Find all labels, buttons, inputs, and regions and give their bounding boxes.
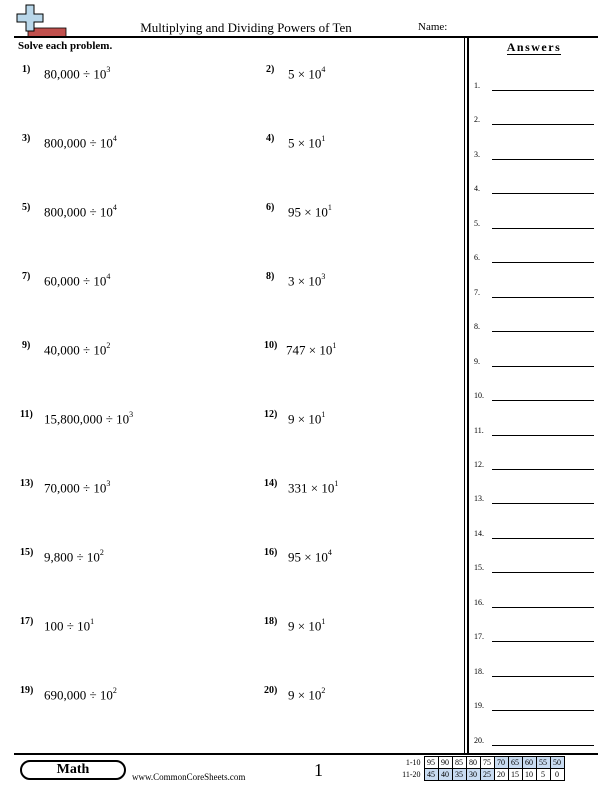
answer-line — [492, 503, 594, 504]
answer-blank[interactable] — [474, 701, 594, 713]
problem-number: 10) — [264, 340, 278, 351]
problem-number: 16) — [264, 547, 278, 558]
answers-heading: Answers — [506, 40, 562, 54]
problem-item — [20, 547, 240, 567]
problem-item — [20, 685, 240, 705]
answer-blank[interactable] — [474, 736, 594, 748]
score-cell: 85 — [452, 757, 466, 769]
answer-number: 19. — [474, 701, 484, 710]
problem-number: 7) — [22, 271, 31, 282]
answer-number: 12. — [474, 460, 484, 469]
problem-number: 19) — [20, 685, 34, 696]
bottom-divider — [14, 753, 598, 755]
answer-line — [492, 400, 594, 401]
problem-number: 15) — [20, 547, 34, 558]
problem-item — [22, 64, 242, 84]
answer-number: 7. — [474, 288, 480, 297]
score-cell: 20 — [494, 769, 508, 781]
problem-number: 2) — [266, 64, 275, 75]
problem-number: 8) — [266, 271, 275, 282]
problem-expression: $9 \times 10^1$ — [288, 617, 326, 634]
problem-number: 5) — [22, 202, 31, 213]
answer-number: 17. — [474, 632, 484, 641]
problem-expression: $80,000 \div 10^3$ — [44, 65, 111, 82]
answer-blank[interactable] — [474, 460, 594, 472]
subject-badge: Math — [20, 760, 126, 780]
answer-blank[interactable] — [474, 357, 594, 369]
problem-number: 3) — [22, 133, 31, 144]
problem-expression: $40,000 \div 10^2$ — [44, 341, 111, 358]
problem-item — [264, 478, 484, 498]
answer-line — [492, 745, 594, 746]
score-cell: 30 — [466, 769, 480, 781]
score-cell: 50 — [550, 757, 564, 769]
score-cell: 95 — [424, 757, 438, 769]
answer-line — [492, 159, 594, 160]
answer-blank[interactable] — [474, 494, 594, 506]
answer-line — [492, 607, 594, 608]
score-cell: 0 — [550, 769, 564, 781]
problem-number: 12) — [264, 409, 278, 420]
score-cell: 15 — [508, 769, 522, 781]
problem-item — [264, 409, 484, 429]
answer-blank[interactable] — [474, 184, 594, 196]
answer-number: 16. — [474, 598, 484, 607]
answer-line — [492, 331, 594, 332]
problem-expression: $747 \times 10^1$ — [286, 341, 337, 358]
answer-line — [492, 710, 594, 711]
problem-expression: $60,000 \div 10^4$ — [44, 272, 111, 289]
worksheet-title: Multiplying and Dividing Powers of Ten — [140, 20, 352, 35]
problem-item — [22, 133, 242, 153]
answer-line — [492, 469, 594, 470]
problem-item — [22, 202, 242, 222]
answer-line — [492, 90, 594, 91]
answer-line — [492, 193, 594, 194]
problem-number: 9) — [22, 340, 31, 351]
answer-number: 18. — [474, 667, 484, 676]
score-cell: 65 — [508, 757, 522, 769]
problem-number: 18) — [264, 616, 278, 627]
problem-expression: $9 \times 10^2$ — [288, 686, 326, 703]
problem-item — [20, 616, 240, 636]
score-cell: 5 — [536, 769, 550, 781]
score-row-label: 11-20 — [402, 770, 421, 779]
problem-expression: $331 \times 10^1$ — [288, 479, 339, 496]
problem-expression: $95 \times 10^4$ — [288, 548, 332, 565]
answer-blank[interactable] — [474, 288, 594, 300]
score-cell: 10 — [522, 769, 536, 781]
answer-number: 11. — [474, 426, 484, 435]
problem-expression: $800,000 \div 10^4$ — [44, 134, 117, 151]
score-row-label: 1-10 — [405, 758, 421, 767]
problem-item — [266, 64, 486, 84]
problem-expression: $9 \times 10^1$ — [288, 410, 326, 427]
answer-line — [492, 572, 594, 573]
problem-number: 17) — [20, 616, 34, 627]
answer-blank[interactable] — [474, 563, 594, 575]
answer-number: 5. — [474, 219, 480, 228]
problem-number: 11) — [20, 409, 33, 420]
page-number: 1 — [314, 760, 323, 780]
score-cell: 25 — [480, 769, 494, 781]
name-label: Name: — [418, 21, 448, 33]
score-cell: 80 — [466, 757, 480, 769]
answer-blank[interactable] — [474, 426, 594, 438]
problem-item — [264, 547, 484, 567]
answer-line — [492, 124, 594, 125]
answer-blank[interactable] — [474, 598, 594, 610]
problem-number: 14) — [264, 478, 278, 489]
answer-line — [492, 366, 594, 367]
problem-number: 13) — [20, 478, 34, 489]
website-link[interactable]: www.CommonCoreSheets.com — [132, 772, 246, 782]
answer-number: 14. — [474, 529, 484, 538]
answer-line — [492, 676, 594, 677]
top-divider — [14, 36, 598, 38]
score-cell: 35 — [452, 769, 466, 781]
answer-number: 3. — [474, 150, 480, 159]
answer-blank[interactable] — [474, 322, 594, 334]
score-row — [394, 757, 564, 769]
answer-blank[interactable] — [474, 115, 594, 127]
score-cell: 45 — [424, 769, 438, 781]
answer-number: 8. — [474, 322, 480, 331]
problem-expression: $95 \times 10^1$ — [288, 203, 332, 220]
score-row — [394, 769, 564, 781]
answer-number: 9. — [474, 357, 480, 366]
score-cell: 70 — [494, 757, 508, 769]
answer-blank[interactable] — [474, 253, 594, 265]
problem-item — [20, 409, 240, 429]
problem-expression: $800,000 \div 10^4$ — [44, 203, 117, 220]
problem-number: 4) — [266, 133, 275, 144]
problem-item — [20, 478, 240, 498]
instructions: Solve each problem. — [18, 40, 113, 52]
footer — [14, 756, 598, 786]
problem-expression: $9,800 \div 10^2$ — [44, 548, 104, 565]
score-cell: 90 — [438, 757, 452, 769]
score-cell: 55 — [536, 757, 550, 769]
score-table — [394, 756, 565, 781]
problem-expression: $3 \times 10^3$ — [288, 272, 326, 289]
answer-number: 15. — [474, 563, 484, 572]
answer-number: 10. — [474, 391, 484, 400]
problem-item — [22, 340, 242, 360]
problem-item — [264, 340, 484, 360]
problem-item — [266, 202, 486, 222]
answer-blank[interactable] — [474, 529, 594, 541]
score-cell: 40 — [438, 769, 452, 781]
answer-blank[interactable] — [474, 667, 594, 679]
answer-number: 4. — [474, 184, 480, 193]
answer-number: 2. — [474, 115, 480, 124]
problem-expression: $100 \div 10^1$ — [44, 617, 95, 634]
answer-line — [492, 641, 594, 642]
problem-item — [266, 133, 486, 153]
problem-expression: $15,800,000 \div 10^3$ — [44, 410, 134, 427]
answer-blank[interactable] — [474, 219, 594, 231]
problem-number: 20) — [264, 685, 278, 696]
answer-blank[interactable] — [474, 81, 594, 93]
problem-expression: $5 \times 10^4$ — [288, 65, 326, 82]
answer-line — [492, 538, 594, 539]
problem-expression: $70,000 \div 10^3$ — [44, 479, 111, 496]
answer-line — [492, 297, 594, 298]
answer-line — [492, 228, 594, 229]
problem-expression: $5 \times 10^1$ — [288, 134, 326, 151]
problem-number: 6) — [266, 202, 275, 213]
answer-line — [492, 435, 594, 436]
answer-blank[interactable] — [474, 150, 594, 162]
answer-blank[interactable] — [474, 632, 594, 644]
score-cell: 75 — [480, 757, 494, 769]
score-cell: 60 — [522, 757, 536, 769]
problem-item — [266, 271, 486, 291]
answer-number: 20. — [474, 736, 484, 745]
problem-expression: $690,000 \div 10^2$ — [44, 686, 117, 703]
problem-item — [22, 271, 242, 291]
problem-item — [264, 685, 484, 705]
answer-number: 6. — [474, 253, 480, 262]
problem-number: 1) — [22, 64, 31, 75]
answer-number: 1. — [474, 81, 480, 90]
answer-blank[interactable] — [474, 391, 594, 403]
answer-number: 13. — [474, 494, 484, 503]
problem-item — [264, 616, 484, 636]
answer-line — [492, 262, 594, 263]
